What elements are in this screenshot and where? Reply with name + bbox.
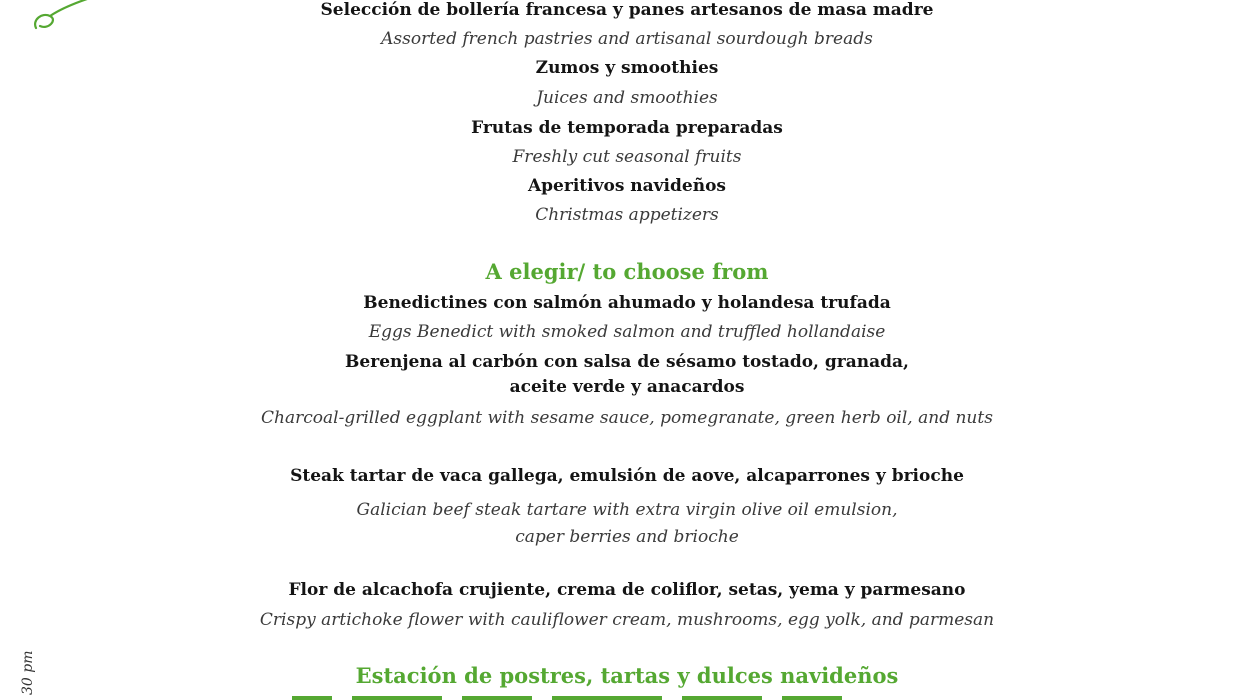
item-appetizers-en: Christmas appetizers [535,205,719,225]
item-juices-es: Zumos y smoothies [535,58,719,78]
side-vertical-note: 30 pm [20,650,36,695]
item-eggplant-es-line2: aceite verde y anacardos [509,377,745,397]
item-eggplant-es-line1: Berenjena al carbón con salsa de sésamo tostado, granada, [345,352,909,372]
item-artichoke-en: Crispy artichoke flower with cauliflower cream, mushrooms, egg yolk, and parmesan [259,610,995,630]
item-fruits-en: Freshly cut seasonal fruits [512,147,742,167]
item-pastries-en: Assorted french pastries and artisanal sourdough breads [381,29,873,49]
item-fruits-es: Frutas de temporada preparadas [471,118,783,138]
item-tartare-en-line2: caper berries and brioche [515,527,739,547]
cut-off-line-decor [292,694,892,700]
item-benedict-en: Eggs Benedict with smoked salmon and truffled hollandaise [368,322,886,342]
item-pastries-es: Selección de bollería francesa y panes artesanos de masa madre [320,0,934,20]
item-artichoke-es: Flor de alcachofa crujiente, crema de coliflor, setas, yema y parmesano [288,580,966,600]
item-benedict-es: Benedictines con salmón ahumado y holandesa trufada [363,293,891,313]
item-tartare-en-line1: Galician beef steak tartare with extra virgin olive oil emulsion, [356,500,898,520]
choose-heading: A elegir/ to choose from [485,259,769,284]
item-appetizers-es: Aperitivos navideños [527,176,726,196]
item-tartare-es: Steak tartar de vaca gallega, emulsión de aove, alcaparrones y brioche [290,466,964,486]
item-juices-en: Juices and smoothies [536,88,718,108]
item-eggplant-en: Charcoal-grilled eggplant with sesame sauce, pomegranate, green herb oil, and nuts [261,408,993,428]
dessert-heading: Estación de postres, tartas y dulces navideños [355,663,899,688]
